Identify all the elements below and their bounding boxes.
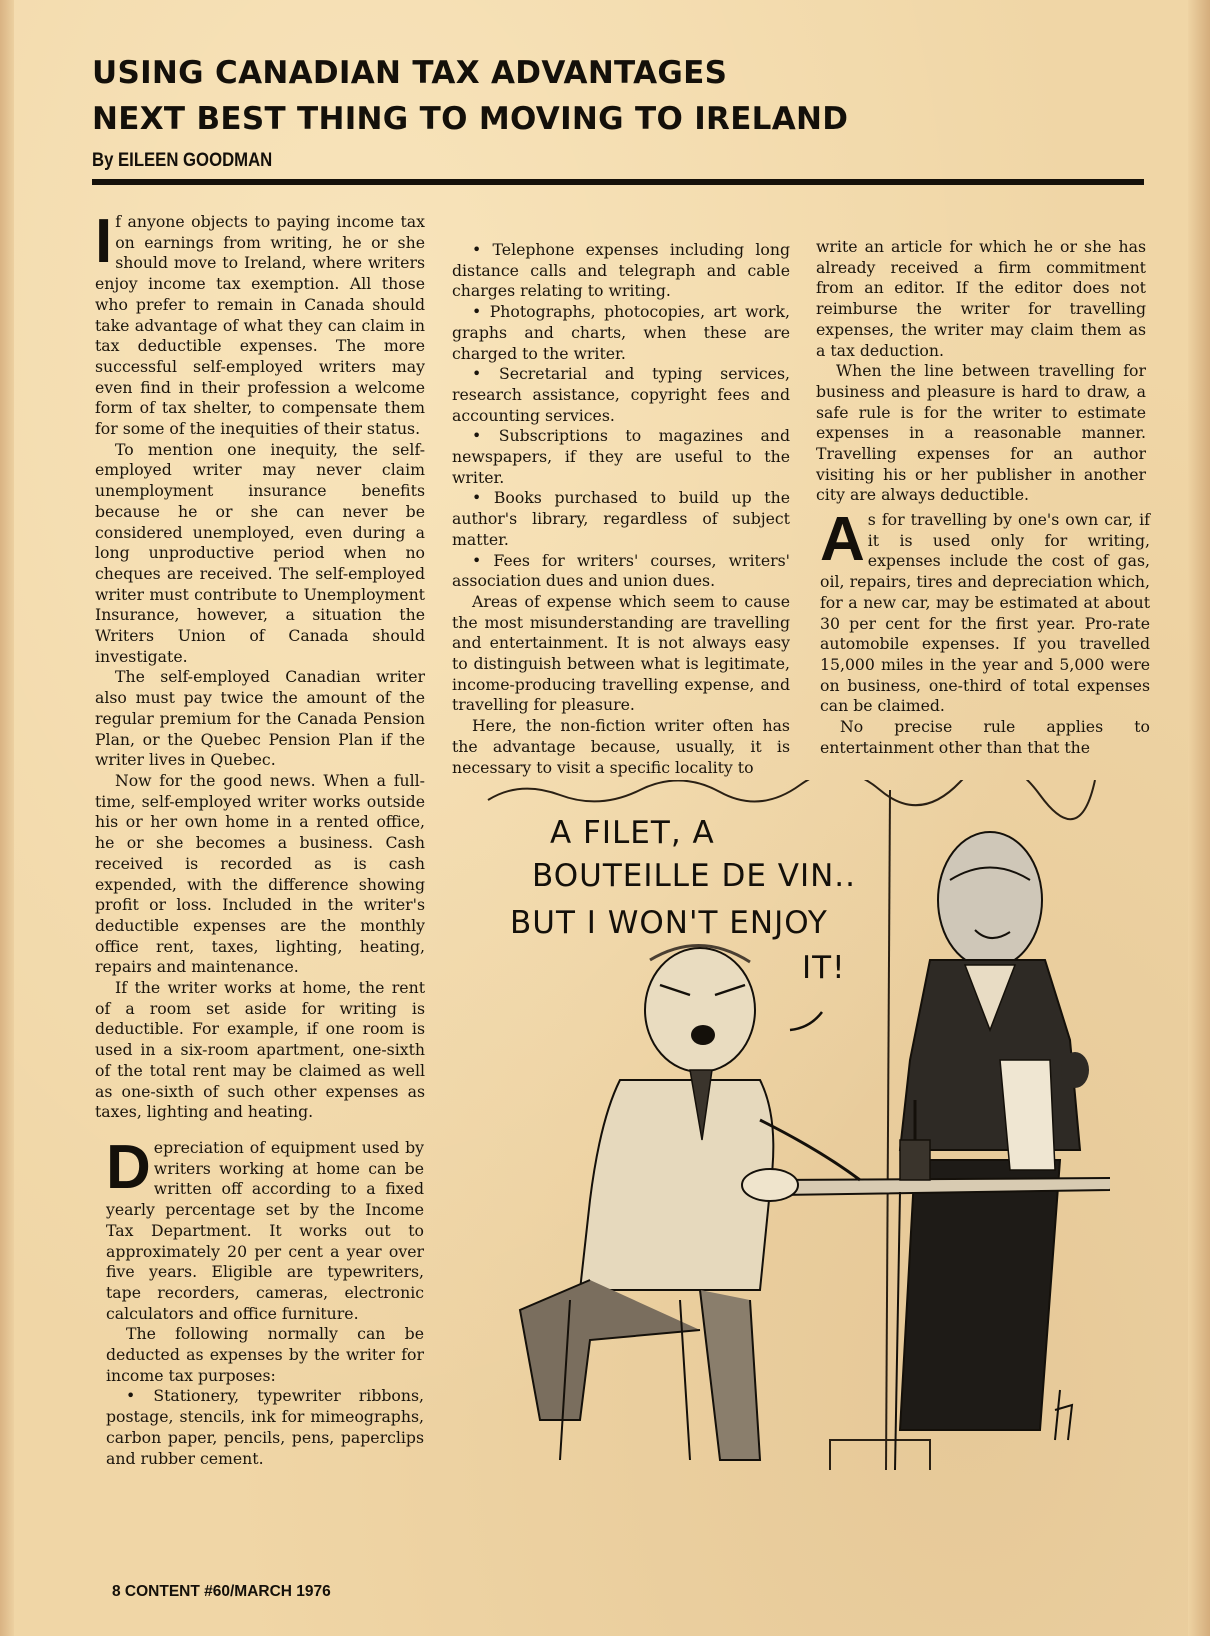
paragraph-4: Now for the good news. When a full-time, self-employed writer works outside his or her own home in a rented office, he or she becomes a business. Cash received is recorded as is cash expended, with the difference showing profit or loss. Included in the writer's deductible expenses are the monthly office rent, taxes, lighting, heating, repairs and maintenance. xyxy=(95,770,425,977)
column-1-lower xyxy=(106,1133,424,1469)
bullet-photographs: • Photographs, photocopies, art work, graphs and charts, when these are charged to the writer. xyxy=(452,302,790,363)
bullet-stationery: • Stationery, typewriter ribbons, postage, stencils, ink for mimeographs, carbon paper, pencils, pens, paperclips and rubber cement. xyxy=(106,1386,424,1468)
paragraph-10: write an article for which he or she has already received a firm commitment from an editor. If the editor does not reimburse the writer for travelling expenses, the writer may claim them as a tax deduction. xyxy=(816,237,1146,360)
headline-line-2: NEXT BEST THING TO MOVING TO IRELAND xyxy=(92,101,849,137)
headline-rule xyxy=(92,179,1144,185)
paragraph-9: Here, the non-fiction writer often has the advantage because, usually, it is necessary to visit a specific locality to xyxy=(452,716,790,777)
page-footer: 8 CONTENT #60/MARCH 1976 xyxy=(112,1583,331,1600)
column-3-upper xyxy=(816,237,1146,506)
bullet-fees: • Fees for writers' courses, writers' association dues and union dues. xyxy=(452,550,790,591)
paragraph-12-text: s for travelling by one's own car, if it is used only for writing, expenses include the cost of gas, oil, repairs, tires and depreciation which, for a new car, may be estimated at about 30 per cent for the first year. Pro-rate automobile expenses. If you travelled 15,000 miles in the year and 5,000 were on business, one-third of total expenses can be claimed. xyxy=(820,510,1150,716)
column-1-upper xyxy=(95,207,425,1123)
waiter-figure xyxy=(900,832,1089,1430)
bullet-secretarial: • Secretarial and typing services, research assistance, copyright fees and accounting services. xyxy=(452,364,790,425)
page-edge-right xyxy=(1188,0,1210,1636)
bullet-telephone: • Telephone expenses including long distance calls and telegraph and cable charges relating to writing. xyxy=(452,240,790,301)
paragraph-1-text: f anyone objects to paying income tax on earnings from writing, he or she should move to Ireland, where writers enjoy income tax exemption. All those who prefer to remain in Canada should take advantage of what they can claim in tax deductible expenses. The more successful self-employed writers may even find in their profession a welcome form of tax shelter, to compensate them for some of the inequities of their status. xyxy=(95,212,425,439)
drop-cap-d: D xyxy=(106,1133,151,1202)
speech-line-1: A FILET, A xyxy=(550,815,715,851)
paragraph-13: No precise rule applies to entertainment other than that the xyxy=(820,717,1150,757)
paragraph-11: When the line between travelling for business and pleasure is hard to draw, a safe rule is for the writer to estimate expenses in a reasonable manner. Travelling expenses for an author visiting his or her publisher in another city are always deductible. xyxy=(816,361,1146,505)
paragraph-2: To mention one inequity, the self-employed writer may never claim unemployment insurance benefits because he or she can never be considered unemployed, even during a long unproductive period when no cheques are received. The self-employed writer must contribute to Unemployment Insurance, however, a situation the Writers Union of Canada should investigate. xyxy=(95,439,425,666)
paragraph-6-text: epreciation of equipment used by writers working at home can be written off according to a fixed yearly percentage set by the Income Tax Department. It works out to approximately 20 per cent a year over five years. Eligible are typewriters, tape recorders, cameras, electronic calculators and office furniture. xyxy=(106,1138,424,1323)
bullet-books: • Books purchased to build up the author's library, regardless of subject matter. xyxy=(452,488,790,549)
paragraph-8: Areas of expense which seem to cause the most misunderstanding are travelling and entertainment. It is not always easy to distinguish between what is legitimate, income-producing travelling expense, and travelling for pleasure. xyxy=(452,591,790,715)
paragraph-6 xyxy=(106,1133,424,1324)
article-headline xyxy=(92,50,1052,142)
speech-line-3: BUT I WON'T ENJOY xyxy=(510,905,828,941)
drop-cap-i: I xyxy=(95,207,113,276)
paragraph-5: If the writer works at home, the rent of a room set aside for writing is deductible. For example, if one room is used in a six-room apartment, one-sixth of the total rent may be claimed as well as one-sixth of such other expenses as taxes, lighting and heating. xyxy=(95,978,425,1122)
paragraph-1 xyxy=(95,207,425,440)
headline-line-1: USING CANADIAN TAX ADVANTAGES xyxy=(92,55,728,91)
bullet-subscriptions: • Subscriptions to magazines and newspapers, if they are useful to the writer. xyxy=(452,426,790,487)
speech-line-2: BOUTEILLE DE VIN.. xyxy=(532,858,857,894)
column-2 xyxy=(452,240,790,778)
paragraph-3: The self-employed Canadian writer also must pay twice the amount of the regular premium for the Canada Pension Plan, or the Quebec Pension Plan if the writer lives in Quebec. xyxy=(95,667,425,770)
byline: By EILEEN GOODMAN xyxy=(92,150,273,171)
column-3-lower xyxy=(820,505,1150,758)
page-edge-left xyxy=(0,0,14,1636)
paragraph-7: The following normally can be deducted as expenses by the writer for income tax purposes: xyxy=(106,1324,424,1385)
paragraph-12 xyxy=(820,505,1150,717)
speech-line-4: IT! xyxy=(802,950,846,986)
drop-cap-a: A xyxy=(820,505,865,574)
